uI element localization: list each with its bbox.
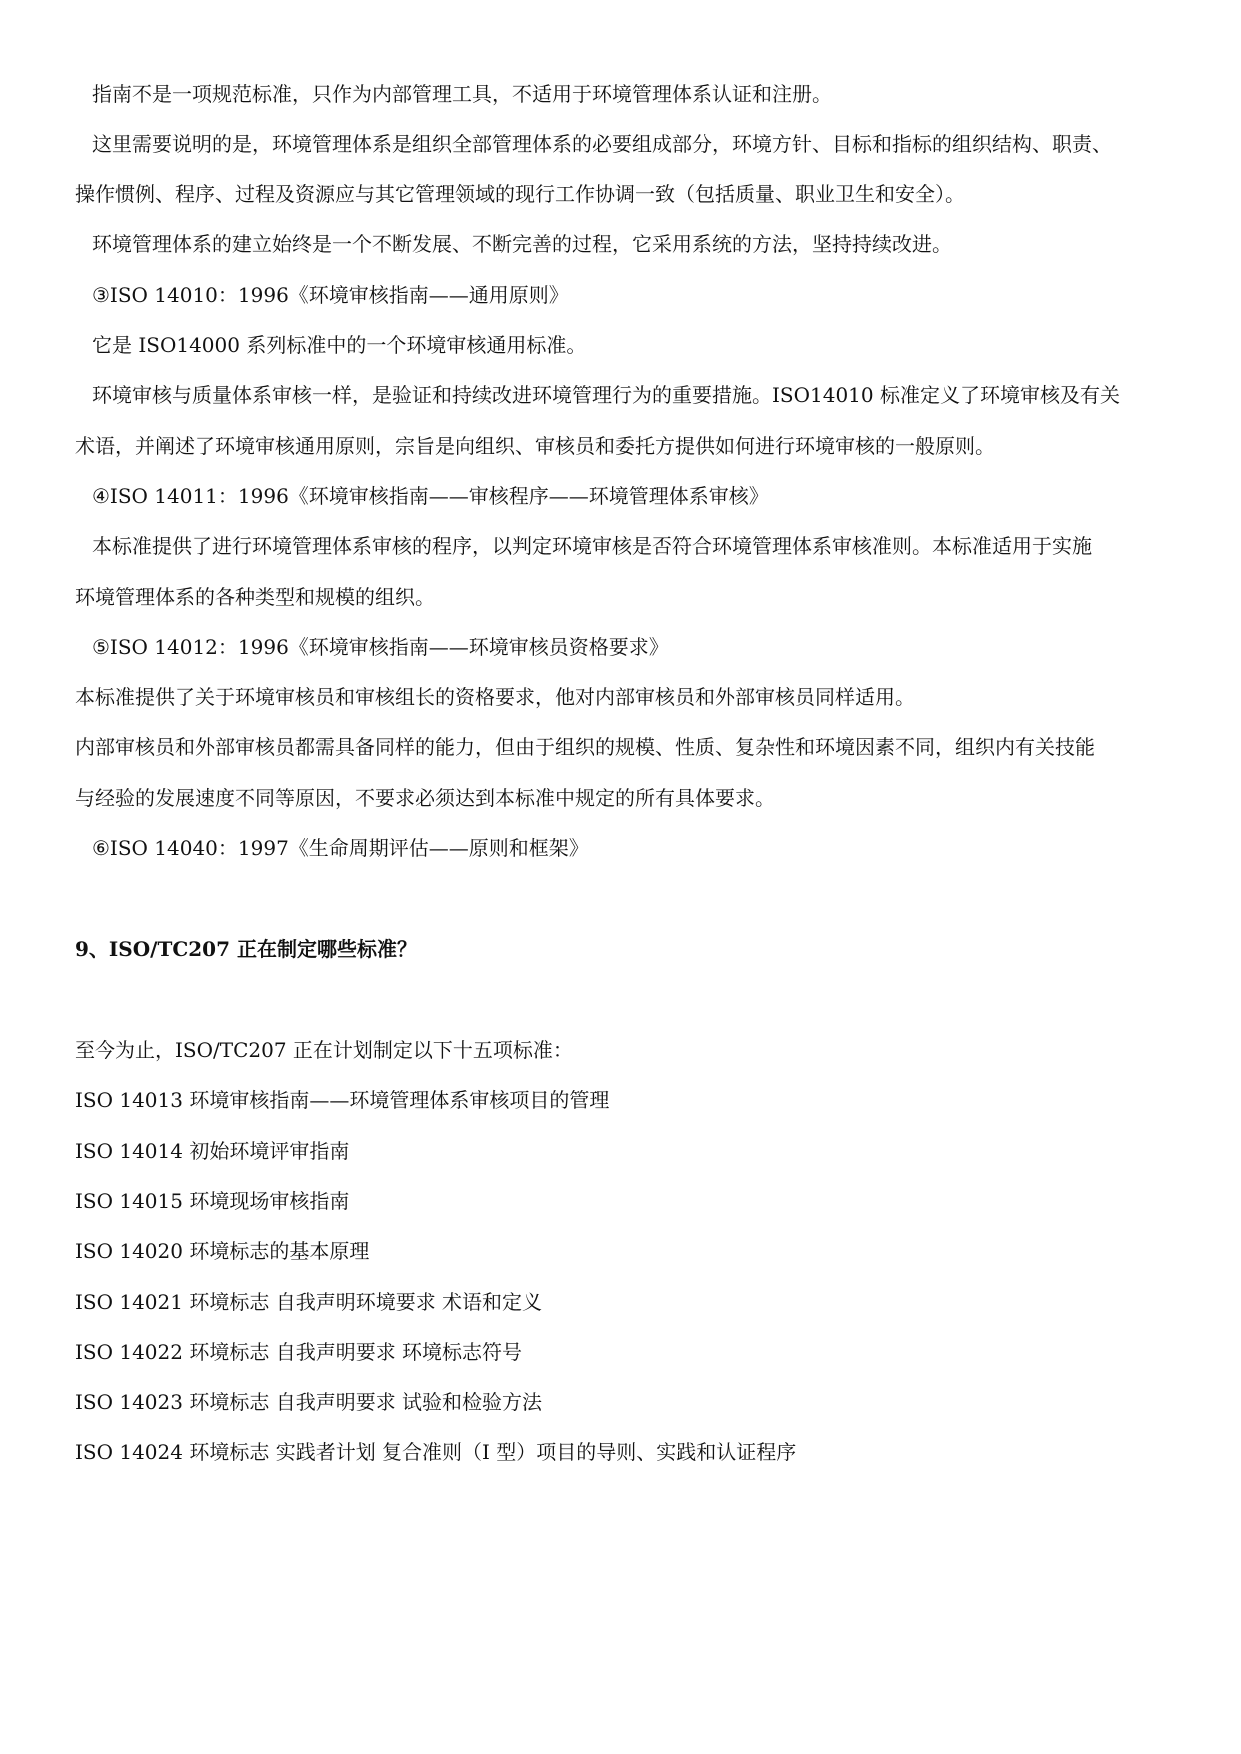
standard-reference: ⑥ISO 14040：1997《生命周期评估——原则和框架》	[92, 836, 589, 860]
paragraph-line: 术语，并阐述了环境审核通用原则，宗旨是向组织、审核员和委托方提供如何进行环境审核的一般原则。	[75, 434, 995, 458]
standard-list-item: ISO 14021 环境标志 自我声明环境要求 术语和定义	[75, 1290, 543, 1314]
paragraph-line: 环境审核与质量体系审核一样，是验证和持续改进环境管理行为的重要措施。ISO14010 标准定义了环境审核及有关	[92, 383, 1120, 407]
paragraph-line: 与经验的发展速度不同等原因，不要求必须达到本标准中规定的所有具体要求。	[75, 786, 775, 810]
paragraph-line: 环境管理体系的各种类型和规模的组织。	[75, 585, 435, 609]
standard-reference: ③ISO 14010：1996《环境审核指南——通用原则》	[92, 283, 569, 307]
paragraph-line: 这里需要说明的是，环境管理体系是组织全部管理体系的必要组成部分，环境方针、目标和指标的组织结构、职责、	[92, 132, 1112, 156]
paragraph-line: 指南不是一项规范标准，只作为内部管理工具，不适用于环境管理体系认证和注册。	[92, 82, 832, 106]
section-heading: 9、ISO/TC207 正在制定哪些标准？	[75, 937, 417, 961]
paragraph-line: 它是 ISO14000 系列标准中的一个环境审核通用标准。	[92, 333, 587, 357]
standard-reference: ⑤ISO 14012：1996《环境审核指南——环境审核员资格要求》	[92, 635, 669, 659]
standard-list-item: ISO 14022 环境标志 自我声明要求 环境标志符号	[75, 1340, 523, 1364]
standard-list-item: ISO 14014 初始环境评审指南	[75, 1139, 350, 1163]
paragraph-line: 环境管理体系的建立始终是一个不断发展、不断完善的过程，它采用系统的方法，坚持持续改进。	[92, 232, 952, 256]
standard-reference: ④ISO 14011：1996《环境审核指南——审核程序——环境管理体系审核》	[92, 484, 769, 508]
paragraph-line: 本标准提供了关于环境审核员和审核组长的资格要求，他对内部审核员和外部审核员同样适用。	[75, 685, 915, 709]
standard-list-item: ISO 14023 环境标志 自我声明要求 试验和检验方法	[75, 1390, 543, 1414]
paragraph-line: 操作惯例、程序、过程及资源应与其它管理领域的现行工作协调一致（包括质量、职业卫生和安全）。	[75, 182, 965, 206]
standard-list-item: ISO 14015 环境现场审核指南	[75, 1189, 350, 1213]
standard-list-item: ISO 14024 环境标志 实践者计划 复合准则（I 型）项目的导则、实践和认证程序	[75, 1440, 797, 1464]
paragraph-line: 本标准提供了进行环境管理体系审核的程序，以判定环境审核是否符合环境管理体系审核准则。本标准适用于实施	[92, 534, 1092, 558]
standard-list-item: ISO 14013 环境审核指南——环境管理体系审核项目的管理	[75, 1088, 610, 1112]
intro-line: 至今为止，ISO/TC207 正在计划制定以下十五项标准：	[75, 1038, 573, 1062]
standard-list-item: ISO 14020 环境标志的基本原理	[75, 1239, 370, 1263]
paragraph-line: 内部审核员和外部审核员都需具备同样的能力，但由于组织的规模、性质、复杂性和环境因素不同，组织内有关技能	[75, 735, 1095, 759]
